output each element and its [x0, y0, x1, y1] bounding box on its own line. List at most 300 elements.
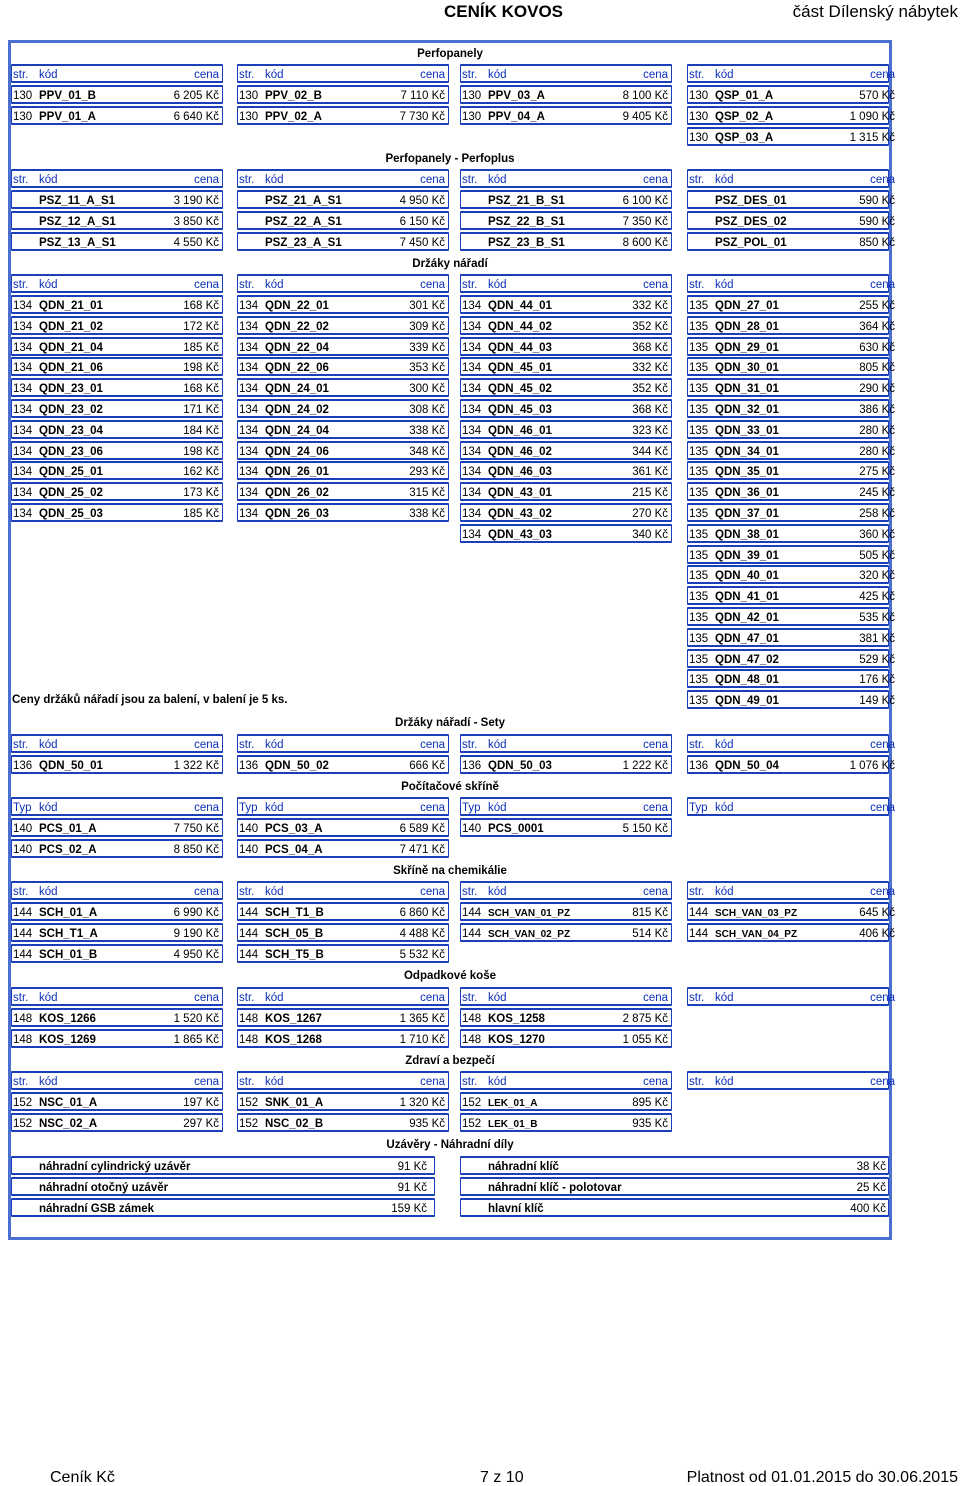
page-ref: 134 — [462, 487, 482, 500]
product-price: 1 222 Kč — [622, 760, 668, 772]
price-cell — [460, 1008, 672, 1027]
price-cell — [687, 545, 895, 564]
product-price: 309 Kč — [409, 320, 445, 333]
product-code: QDN_21_01 — [39, 300, 103, 312]
product-price: 323 Kč — [632, 424, 668, 437]
product-code: NSC_02_A — [39, 1117, 98, 1130]
product-price: 162 Kč — [183, 466, 219, 479]
price-cell — [11, 461, 223, 480]
page-ref — [688, 234, 713, 253]
page-ref: 135 — [689, 300, 709, 312]
col-header-kod: kód — [265, 69, 284, 81]
col-header-kod: kód — [488, 279, 507, 291]
page-ref: 152 — [239, 1097, 259, 1109]
col-header-cena: cena — [420, 69, 445, 81]
col-header-cena: cena — [643, 174, 668, 186]
product-code: QDN_29_01 — [715, 341, 779, 354]
product-code: QDN_46_03 — [488, 466, 552, 479]
product-code: QDN_44_03 — [488, 341, 552, 354]
price-cell — [11, 337, 223, 356]
table-row — [11, 399, 895, 418]
product-price: 1 520 Kč — [173, 1013, 219, 1025]
page-ref: 144 — [462, 927, 482, 940]
product-price: 3 190 Kč — [173, 195, 219, 207]
column-header-row — [11, 274, 895, 293]
col-header-kod: kód — [39, 174, 58, 186]
product-price: 168 Kč — [183, 383, 219, 396]
col-header-cena: cena — [420, 1076, 445, 1088]
price-cell — [460, 295, 672, 314]
footer-page: 7 z 10 — [480, 1469, 524, 1486]
product-price: 293 Kč — [409, 466, 445, 479]
product-price: 1 365 Kč — [399, 1013, 445, 1025]
column-header-group — [237, 1071, 449, 1090]
col-header-str: str. — [462, 69, 478, 81]
column-header-group — [11, 881, 223, 900]
product-code: QDN_26_03 — [265, 508, 329, 520]
col-header-cena: cena — [194, 174, 219, 186]
page-ref: 140 — [13, 843, 33, 856]
page-ref: 136 — [689, 760, 709, 772]
section-title: část Dílenský nábytek — [792, 2, 958, 21]
page-ref — [461, 234, 486, 253]
col-header-str: str. — [462, 886, 478, 898]
page-ref: 134 — [462, 508, 482, 520]
page-ref: 130 — [13, 90, 33, 102]
product-code: QDN_48_01 — [715, 674, 779, 687]
product-code: SNK_01_A — [265, 1097, 324, 1109]
column-header-group — [687, 64, 895, 83]
page-ref: 135 — [689, 591, 709, 604]
price-cell — [11, 902, 223, 921]
page-ref: 130 — [689, 90, 709, 102]
col-header-kod: kód — [265, 739, 284, 751]
page-ref: 134 — [13, 404, 33, 416]
product-price: 6 640 Kč — [173, 110, 219, 123]
price-cell — [237, 1113, 449, 1132]
col-header-kod: kód — [715, 69, 734, 81]
page-ref: 134 — [462, 445, 482, 458]
price-cell — [237, 461, 449, 480]
column-header-group — [687, 1071, 895, 1090]
col-header-str: str. — [239, 69, 255, 81]
product-code: QDN_30_01 — [715, 362, 779, 375]
product-code: KOS_1258 — [488, 1013, 545, 1025]
table-row — [11, 1092, 891, 1111]
product-price: 6 205 Kč — [173, 90, 219, 102]
product-price: 1 320 Kč — [399, 1097, 445, 1109]
page-ref: 148 — [462, 1013, 482, 1025]
product-price: 529 Kč — [859, 653, 895, 666]
product-price: 570 Kč — [859, 90, 895, 102]
col-header-kod: kód — [265, 886, 284, 898]
page-ref: 134 — [13, 383, 33, 396]
page-ref: 144 — [689, 907, 709, 919]
product-code: KOS_1266 — [39, 1013, 96, 1025]
column-header-group — [11, 1071, 223, 1090]
price-cell — [237, 378, 449, 397]
col-header-str: str. — [689, 992, 705, 1004]
product-code: QDN_44_01 — [488, 300, 552, 312]
table-row — [11, 944, 891, 963]
col-header-str: str. — [462, 739, 478, 751]
col-header-typ: Typ — [689, 802, 708, 814]
table-row — [11, 337, 895, 356]
price-cell — [11, 357, 223, 376]
product-code: QSP_03_A — [715, 131, 774, 144]
product-price: 332 Kč — [632, 300, 668, 312]
col-header-cena: cena — [643, 802, 668, 814]
product-code: PCS_0001 — [488, 823, 544, 835]
column-header-group — [687, 274, 895, 293]
product-price: 645 Kč — [859, 907, 895, 919]
product-code: SCH_01_B — [39, 948, 98, 961]
product-price: 4 550 Kč — [173, 236, 219, 249]
product-code: PPV_01_B — [39, 90, 96, 102]
product-code: SCH_05_B — [265, 927, 324, 940]
column-header-group — [687, 797, 895, 816]
page-ref: 134 — [239, 383, 259, 396]
price-cell — [687, 232, 895, 251]
section-perfopanely: Perfopanely — [417, 48, 483, 60]
page-ref: 130 — [239, 110, 259, 123]
price-cell — [460, 106, 672, 125]
product-price: 275 Kč — [859, 466, 895, 479]
price-cell — [687, 295, 895, 314]
product-code: PSZ_23_A_S1 — [265, 236, 342, 249]
page-ref: 152 — [462, 1097, 482, 1109]
product-price: 4 950 Kč — [399, 195, 445, 207]
col-header-cena: cena — [870, 739, 895, 751]
price-cell — [11, 923, 223, 942]
page-ref: 135 — [689, 653, 709, 666]
price-cell — [237, 399, 449, 418]
product-price: 308 Kč — [409, 404, 445, 416]
price-cell — [11, 839, 223, 858]
table-row — [11, 1029, 891, 1048]
product-code: PPV_02_A — [265, 110, 322, 123]
product-price: 258 Kč — [859, 508, 895, 520]
column-header-group — [11, 734, 223, 753]
product-code: PSZ_21_B_S1 — [488, 195, 565, 207]
page-ref: 134 — [13, 508, 33, 520]
product-code: PSZ_11_A_S1 — [39, 195, 116, 207]
price-cell — [237, 482, 449, 501]
column-header-group — [237, 797, 449, 816]
product-code: PSZ_22_B_S1 — [488, 215, 565, 228]
price-cell — [237, 1029, 449, 1048]
page-ref: 135 — [689, 362, 709, 375]
product-code: QDN_47_02 — [715, 653, 779, 666]
product-code: QDN_26_01 — [265, 466, 329, 479]
price-cell — [237, 211, 449, 230]
page-ref: 136 — [239, 760, 259, 772]
product-code: SCH_T1_B — [265, 907, 324, 919]
product-code: QDN_37_01 — [715, 508, 779, 520]
spare-part-name: náhradní klíč — [488, 1161, 559, 1173]
product-price: 8 100 Kč — [622, 90, 668, 102]
column-header-group — [687, 169, 895, 188]
price-cell — [687, 211, 895, 230]
page-ref: 134 — [13, 341, 33, 354]
col-header-kod: kód — [265, 1076, 284, 1088]
page-ref: 134 — [239, 341, 259, 354]
page-ref: 152 — [239, 1117, 259, 1130]
table-row — [11, 524, 895, 543]
page-ref: 134 — [462, 300, 482, 312]
product-price: 290 Kč — [859, 383, 895, 396]
product-code: QDN_36_01 — [715, 487, 779, 500]
col-header-kod: kód — [715, 886, 734, 898]
section-chemikalie: Skříně na chemikálie — [393, 865, 507, 877]
page-ref: 140 — [239, 843, 259, 856]
product-price: 7 730 Kč — [399, 110, 445, 123]
col-header-kod: kód — [715, 992, 734, 1004]
product-code: QDN_46_02 — [488, 445, 552, 458]
product-code: QDN_46_01 — [488, 424, 552, 437]
price-cell — [687, 565, 895, 584]
spare-part-cell — [460, 1177, 889, 1196]
page-ref: 148 — [13, 1033, 33, 1046]
price-cell — [237, 232, 449, 251]
table-row — [11, 755, 895, 774]
page-ref: 144 — [239, 927, 259, 940]
product-price: 353 Kč — [409, 362, 445, 375]
page-ref: 134 — [13, 466, 33, 479]
table-row — [11, 839, 891, 858]
product-price: 300 Kč — [409, 383, 445, 396]
price-cell — [237, 106, 449, 125]
page-ref: 152 — [462, 1117, 482, 1130]
product-price: 895 Kč — [632, 1097, 668, 1109]
product-code: QDN_50_02 — [265, 760, 329, 772]
product-price: 280 Kč — [859, 445, 895, 458]
product-price: 5 532 Kč — [399, 948, 445, 961]
page-ref — [461, 213, 486, 232]
table-row — [11, 461, 895, 480]
product-price: 8 600 Kč — [622, 236, 668, 249]
product-price: 1 315 Kč — [849, 131, 895, 144]
table-row — [11, 503, 895, 522]
price-cell — [687, 357, 895, 376]
price-cell — [237, 755, 449, 774]
col-header-kod: kód — [488, 739, 507, 751]
product-code: QDN_43_03 — [488, 528, 552, 541]
page-ref: 134 — [13, 487, 33, 500]
price-cell — [11, 503, 223, 522]
col-header-cena: cena — [420, 174, 445, 186]
col-header-str: str. — [462, 174, 478, 186]
product-price: 1 322 Kč — [173, 760, 219, 772]
product-price: 935 Kč — [409, 1117, 445, 1130]
price-cell — [237, 923, 449, 942]
page-ref: 135 — [689, 383, 709, 396]
product-price: 215 Kč — [632, 487, 668, 500]
col-header-str: str. — [239, 279, 255, 291]
col-header-kod: kód — [488, 174, 507, 186]
price-cell — [687, 923, 895, 942]
page-ref: 135 — [689, 445, 709, 458]
col-header-cena: cena — [870, 992, 895, 1004]
page-ref: 144 — [239, 907, 259, 919]
column-header-group — [687, 987, 895, 1006]
page-ref: 135 — [689, 632, 709, 645]
page-ref — [12, 213, 37, 232]
price-cell — [11, 190, 223, 209]
product-price: 172 Kč — [183, 320, 219, 333]
spare-part-row — [11, 1177, 891, 1196]
price-cell — [687, 85, 895, 104]
product-code: QDN_24_06 — [265, 445, 329, 458]
page-ref: 148 — [239, 1033, 259, 1046]
product-code: PSZ_21_A_S1 — [265, 195, 342, 207]
col-header-cena: cena — [643, 69, 668, 81]
price-cell — [687, 127, 895, 146]
table-row — [11, 545, 895, 564]
price-cell — [237, 1008, 449, 1027]
column-header-group — [460, 881, 672, 900]
product-price: 185 Kč — [183, 341, 219, 354]
price-cell — [687, 461, 895, 480]
product-price: 149 Kč — [859, 695, 895, 708]
product-price: 2 875 Kč — [622, 1013, 668, 1025]
price-cell — [11, 1008, 223, 1027]
price-cell — [237, 357, 449, 376]
price-cell — [460, 337, 672, 356]
product-code: QDN_21_02 — [39, 320, 103, 333]
product-code: QDN_39_01 — [715, 549, 779, 562]
page-ref: 134 — [462, 383, 482, 396]
col-header-str: str. — [689, 739, 705, 751]
column-header-group — [11, 64, 223, 83]
col-header-cena: cena — [643, 992, 668, 1004]
page-ref: 136 — [462, 760, 482, 772]
price-cell — [687, 755, 895, 774]
col-header-kod: kód — [265, 174, 284, 186]
page-ref: 135 — [689, 320, 709, 333]
column-header-group — [237, 274, 449, 293]
spare-part-cell — [11, 1177, 435, 1196]
price-cell — [687, 378, 895, 397]
product-code: PCS_03_A — [265, 823, 323, 835]
price-cell — [687, 607, 895, 626]
col-header-cena: cena — [420, 802, 445, 814]
product-code: QDN_33_01 — [715, 424, 779, 437]
spare-part-cell — [460, 1198, 889, 1217]
price-cell — [460, 923, 672, 942]
column-header-group — [687, 881, 895, 900]
price-cell — [237, 316, 449, 335]
product-code: QDN_21_06 — [39, 362, 103, 375]
price-cell — [687, 628, 895, 647]
page-ref: 134 — [13, 320, 33, 333]
price-cell — [687, 420, 895, 439]
col-header-kod: kód — [715, 802, 734, 814]
price-cell — [11, 378, 223, 397]
col-header-str: str. — [689, 279, 705, 291]
product-price: 815 Kč — [632, 907, 668, 919]
table-row — [11, 378, 895, 397]
price-cell — [460, 902, 672, 921]
page-ref: 135 — [689, 487, 709, 500]
product-price: 352 Kč — [632, 320, 668, 333]
product-price: 339 Kč — [409, 341, 445, 354]
product-price: 3 850 Kč — [173, 215, 219, 228]
page-ref: 140 — [239, 823, 259, 835]
col-header-cena: cena — [870, 802, 895, 814]
col-header-kod: kód — [39, 279, 58, 291]
page-ref: 134 — [239, 445, 259, 458]
table-row — [11, 316, 895, 335]
product-price: 344 Kč — [632, 445, 668, 458]
price-cell — [687, 399, 895, 418]
page-ref: 144 — [239, 948, 259, 961]
price-cell — [237, 441, 449, 460]
page-ref: 134 — [13, 362, 33, 375]
price-cell — [460, 461, 672, 480]
spare-part-row — [11, 1156, 891, 1175]
table-row — [11, 1113, 891, 1132]
page-ref: 140 — [462, 823, 482, 835]
col-header-str: str. — [13, 992, 29, 1004]
product-price: 6 990 Kč — [173, 907, 219, 919]
spare-part-cell — [11, 1198, 435, 1217]
product-price: 297 Kč — [183, 1117, 219, 1130]
col-header-str: str. — [239, 739, 255, 751]
price-cell — [460, 1092, 672, 1111]
col-header-kod: kód — [488, 802, 507, 814]
column-header-group — [460, 1071, 672, 1090]
page-ref: 135 — [689, 341, 709, 354]
col-header-str: str. — [462, 1076, 478, 1088]
price-cell — [460, 357, 672, 376]
price-cell — [460, 378, 672, 397]
price-cell — [687, 190, 895, 209]
col-header-cena: cena — [870, 69, 895, 81]
table-row — [11, 295, 895, 314]
price-cell — [237, 420, 449, 439]
table-row — [11, 127, 895, 146]
col-header-cena: cena — [643, 739, 668, 751]
column-header-row — [11, 797, 895, 816]
col-header-cena: cena — [643, 886, 668, 898]
table-row — [11, 923, 895, 942]
product-price: 590 Kč — [859, 215, 895, 228]
page-ref: 135 — [689, 508, 709, 520]
product-price: 352 Kč — [632, 383, 668, 396]
page-ref: 152 — [13, 1117, 33, 1130]
product-code: PSZ_22_A_S1 — [265, 215, 342, 228]
product-code: QDN_23_02 — [39, 404, 103, 416]
product-price: 935 Kč — [632, 1117, 668, 1130]
price-cell — [687, 503, 895, 522]
product-price: 185 Kč — [183, 508, 219, 520]
product-code: QDN_22_04 — [265, 341, 329, 354]
price-cell — [460, 399, 672, 418]
column-header-group — [237, 169, 449, 188]
spare-part-name: hlavní klíč — [488, 1202, 544, 1215]
price-cell — [11, 316, 223, 335]
product-code: QDN_32_01 — [715, 404, 779, 416]
col-header-str: str. — [462, 279, 478, 291]
col-header-cena: cena — [420, 739, 445, 751]
product-price: 255 Kč — [859, 300, 895, 312]
product-code: SCH_T1_A — [39, 927, 98, 940]
section-drzaky_sety: Držáky nářadí - Sety — [395, 717, 505, 729]
product-code: QDN_24_02 — [265, 404, 329, 416]
table-row — [11, 232, 895, 251]
section-pocitacove: Počítačové skříně — [401, 781, 499, 793]
